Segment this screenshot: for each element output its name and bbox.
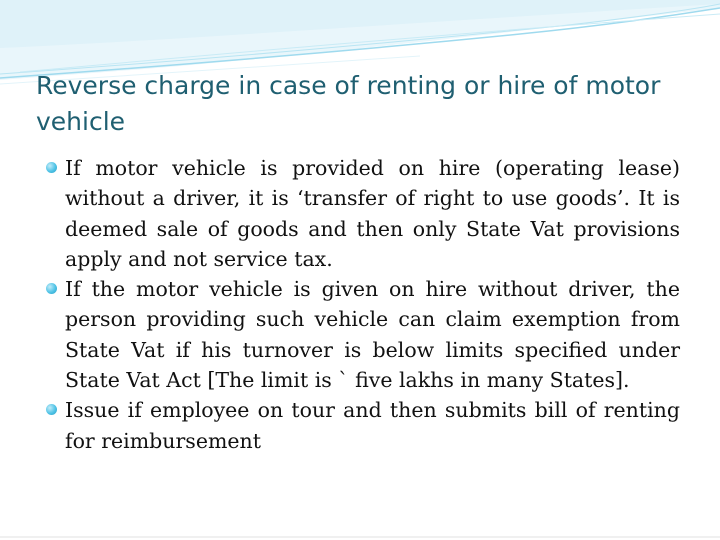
bullet-text: If motor vehicle is provided on hire (operating lease) without a driver, it is ‘transfer of right to use goods’. It is deemed sale of goods and then only State Vat provisions apply and not service tax. [65,156,680,271]
slide-title: Reverse charge in case of renting or hire of motor vehicle [36,71,661,136]
bullet-text: Issue if employee on tour and then submits bill of renting for reimbursement [65,398,680,453]
bullet-icon [46,162,57,173]
list-item [46,395,680,456]
bullet-text: If the motor vehicle is given on hire without driver, the person providing such vehicle can claim exemption from State Vat if his turnover is below limits specified under State Vat Act [The limit is ` five lakhs in many States]. [65,277,680,393]
bullet-list [46,153,680,456]
list-item [46,274,680,395]
bullet-icon [46,283,57,294]
bullet-icon [46,404,57,415]
footer-divider [0,536,720,538]
list-item [46,153,680,274]
